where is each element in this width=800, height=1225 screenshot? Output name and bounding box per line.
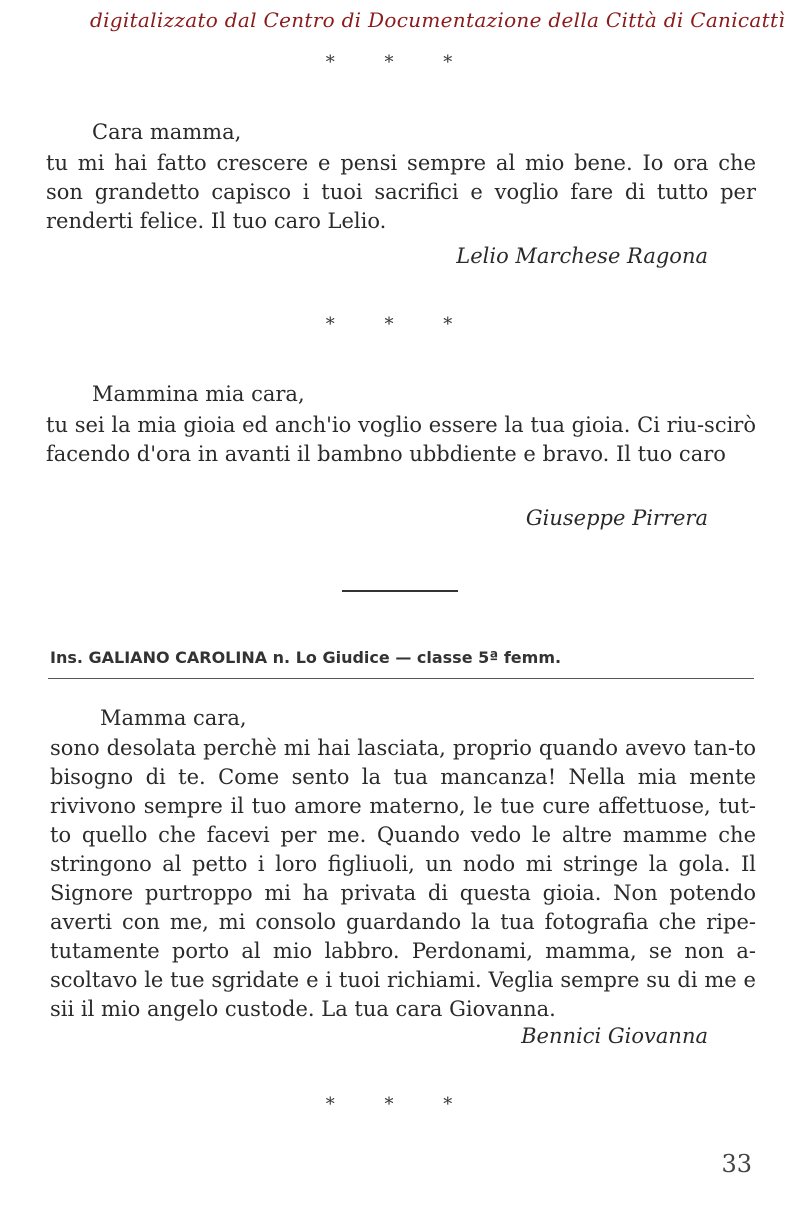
heading-rule [48,678,754,679]
letter-2-salutation: Mammina mia cara, [92,382,305,406]
letter-3-salutation: Mamma cara, [100,706,247,730]
letter-2-body: tu sei la mia gioia ed anch'io voglio essere la tua gioia. Ci riu-scirò facendo d'ora in avanti il bambno ubbdiente e bravo. Il tuo caro [46,413,756,466]
letter-1-signature: Lelio Marchese Ragona [456,244,708,268]
separator-stars: * * * [325,52,475,73]
letter-3-body: sono desolata perchè mi hai lasciata, proprio quando avevo tan-to bisogno di te. Come sento la tua mancanza! Nella mia mente rivivono sempre il tuo amore materno, le tue cure affettuose, tut-to quello che facevi per me. Quando vedo le altre mamme che stringono al petto i loro figliuoli, un nodo mi stringe la gola. Il Signore purtroppo mi ha privata di questa gioia. Non potendo averti con me, mi consolo guardando la tua fotografia che ripe-tutamente porto al mio labbro. Perdonami, mamma, se non a-scoltavo le tue sgridate e i tuoi richiami. Veglia sempre su di me e sii il mio angelo custode. La tua cara Giovanna. [50,736,756,1021]
separator-stars: * * * [325,1094,475,1115]
letter-1-salutation: Cara mamma, [92,120,242,144]
digitization-banner: digitalizzato dal Centro di Documentazione della Città di Canicattì [90,8,786,32]
page-number: 33 [721,1150,752,1178]
letter-2-signature: Giuseppe Pirrera [525,506,708,530]
section-divider [342,590,458,592]
letter-1-body: tu mi hai fatto crescere e pensi sempre al mio bene. Io ora che son grandetto capisco i tuoi sacrifici e voglio fare di tutto per renderti felice. Il tuo caro Lelio. [46,151,756,233]
letter-3-signature: Bennici Giovanna [521,1024,708,1048]
section-heading: Ins. GALIANO CAROLINA n. Lo Giudice — classe 5ª femm. [50,648,562,667]
separator-stars: * * * [325,314,475,335]
